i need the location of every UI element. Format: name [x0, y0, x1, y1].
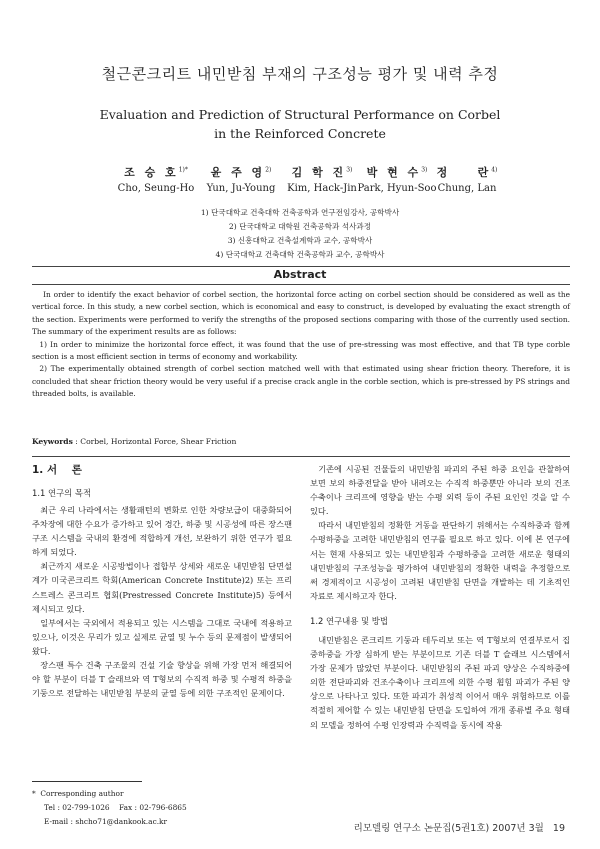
author-name-en: Kim, Hack-Jin [287, 183, 357, 194]
author-name-ko: 김 학 진 [291, 166, 347, 179]
abstract-heading-rule [32, 284, 570, 285]
left-paragraph-3: 일부에서는 국외에서 적용되고 있는 시스템을 그대로 국내에 적용하고 있으나, 이것은 무리가 있고 실제로 균열 및 누수 등의 문제점이 발생되어 왔다. [32, 617, 292, 656]
author-5 [412, 164, 522, 194]
section-1-2-heading: 1.2 연구내용 및 방법 [310, 615, 388, 626]
right-paragraph-1: 기존에 시공된 건물들의 내민받침 파괴의 주된 하중 요인을 관찰하여 보면 보의 하중전달을 받아 내려오는 수직적 하중뿐만 아니라 보의 건조수축이나 크리프에 영향을 받는 수평 외력 등이 주된 요인인 것을 알 수 있다. [310, 464, 570, 517]
author-affil-mark: 3) [346, 166, 353, 174]
affiliations [0, 206, 600, 262]
affiliation-2: 2) 단국대학교 대학원 건축공학과 석사과정 [228, 222, 372, 231]
paper-title-korean: 철근콘크리트 내민받침 부재의 구조성능 평가 및 내력 추정 [101, 65, 499, 83]
right-column-body-2 [310, 633, 570, 732]
section-1-1-heading: 1.1 연구의 목적 [32, 488, 92, 498]
author-name-en: Chung, Lan [437, 183, 497, 194]
right-paragraph-2: 따라서 내민받침의 정확한 거동을 판단하기 위해서는 수직하중과 함께 수평하중을 고려한 내민받침의 연구를 필요로 하고 있다. 이에 본 연구에서는 현재 사용되고 있는 내민받침과 수평하중을 고려한 새로운 형태의 내민받침의 구조성능을 평가하여 내민받침의 정확한 내력을 추정함으로써 경제적이고 시공성이 고려된 내민받침 단면을 개발하는 데 기초적인 자료로 제시하고자 한다. [310, 520, 570, 601]
author-name-en: Park, Hyun-Soo [357, 183, 437, 194]
author-name-ko: 박 현 수 [366, 166, 422, 179]
footnote-email: E-mail : shcho71@dankook.ac.kr [44, 817, 168, 826]
abstract-paragraph-2: 1) In order to minimize the horizontal force effect, it was found that the use of pre-stressing was most effective, and that TB type corble section is a most efficient section in terms of economy and workability. [32, 339, 570, 362]
abstract-paragraph-1: In order to identify the exact behavior of corbel section, the horizontal force acting on corbel section should be considered as well as the vertical force. In this study, a new corbel section, which is economical and easy to construct, is developed by evaluating the exact strength of the section. Experiments were performed to verify the strengths of the proposed sections comparing with those of the currently used section. The summary of the experiment results are as follows: [32, 290, 570, 337]
author-name-en: Cho, Seung-Ho [117, 183, 195, 194]
left-column [32, 462, 292, 700]
author-affil-mark: 3) [421, 166, 428, 174]
abstract-body [32, 289, 570, 401]
affiliation-3: 3) 신흥대학교 건축설계학과 교수, 공학박사 [227, 236, 373, 245]
author-affil-mark: 1)* [178, 166, 188, 174]
abstract-top-rule [32, 266, 570, 267]
author-name-ko: 정 란 [436, 166, 492, 179]
footnote-label: * Corresponding author [32, 789, 124, 798]
left-column-body [32, 503, 292, 700]
keywords-label: Keywords [32, 437, 73, 446]
keywords-text: : Corbel, Horizontal Force, Shear Friction [72, 437, 237, 446]
keywords-rule [32, 456, 570, 457]
left-paragraph-2: 최근까지 새로운 시공방법이나 접합부 상세와 새로운 내민받침 단면설계가 미국콘크리트 학회(American Concrete Institute)2) 또는 프리스트레스 콘크리트 협회(Prestressed Concrete Institute)5) 등에서 제시되고 있다. [32, 561, 292, 614]
right-paragraph-3: 내민받침은 콘크리트 기둥과 테두리보 또는 역 T형보의 연결부로서 집중하중을 가장 심하게 받는 부분이므로 기존 더블 T 슬래브 시스템에서 가장 문제가 많았던 부분이다. 내민받침의 주된 파괴 양상은 수직하중에 의한 전단파괴와 건조수축이나 크리프에 의한 수평 휨힘 파괴가 주된 양상으로 나타나고 있다. 또한 파괴가 취성적 이어서 매우 위험하므로 이를 적절히 제어할 수 있는 내민받침 단면을 도입하여 개개 종류별 주요 형태의 모델을 정하여 수평 인장력과 수직력을 동시에 작용 [310, 634, 570, 730]
author-affil-mark: 4) [491, 166, 498, 174]
affiliation-4: 4) 단국대학교 건축대학 건축공학과 교수, 공학박사 [215, 250, 385, 259]
affiliation-1: 1) 단국대학교 건축대학 건축공학과 연구전임강사, 공학박사 [200, 208, 400, 217]
footnote [32, 787, 187, 829]
abstract-paragraph-3: 2) The experimentally obtained strength of corbel section matched well with that estimated using shear friction theory. Therefore, it is concluded that shear friction theory would be very useful if a precise crack angle in the corble section, which is pre-stressed by PS strings and threaded bolts, is available. [32, 364, 570, 399]
paper-title-english-line1: Evaluation and Prediction of Structural Performance on Corbel [99, 107, 501, 122]
author-affil-mark: 2) [265, 166, 272, 174]
paper-title-english-line2: in the Reinforced Concrete [214, 126, 386, 141]
abstract-heading: Abstract [273, 268, 327, 281]
author-name-en: Yun, Ju-Young [206, 183, 276, 194]
left-paragraph-4: 장스팬 특수 건축 구조물의 건설 기술 향상을 위해 가장 먼저 해결되어야 할 부분이 더블 T 슬래브와 역 T형보의 수직적 하중 및 수평적 하중을 기둥으로 전달하는 내민받침 부분의 균열 등에 의한 구조적인 문제이다. [32, 660, 292, 699]
footnote-rule [32, 781, 142, 782]
keywords [32, 437, 236, 446]
author-name-ko: 윤 주 영 [210, 166, 266, 179]
right-column-body-1 [310, 462, 570, 603]
author-name-ko: 조 승 호 [124, 166, 179, 179]
left-paragraph-1: 최근 우리 나라에서는 생활패턴의 변화로 인한 차량보급이 대중화되어 주차장에 대한 수요가 증가하고 있어 경간, 하중 및 시공성에 따른 장스팬 구조 시스템을 국내의 환경에 적합하게 개선, 보완하기 위한 연구가 필요하게 되었다. [32, 505, 292, 558]
page-footer: 리모델링 연구소 논문집(5권1호) 2007년 3월 19 [353, 823, 565, 834]
footnote-tel-fax: Tel : 02-799-1026 Fax : 02-796-6865 [44, 803, 187, 812]
right-column [310, 462, 570, 732]
section-1-heading: 1. 서 론 [32, 464, 82, 476]
